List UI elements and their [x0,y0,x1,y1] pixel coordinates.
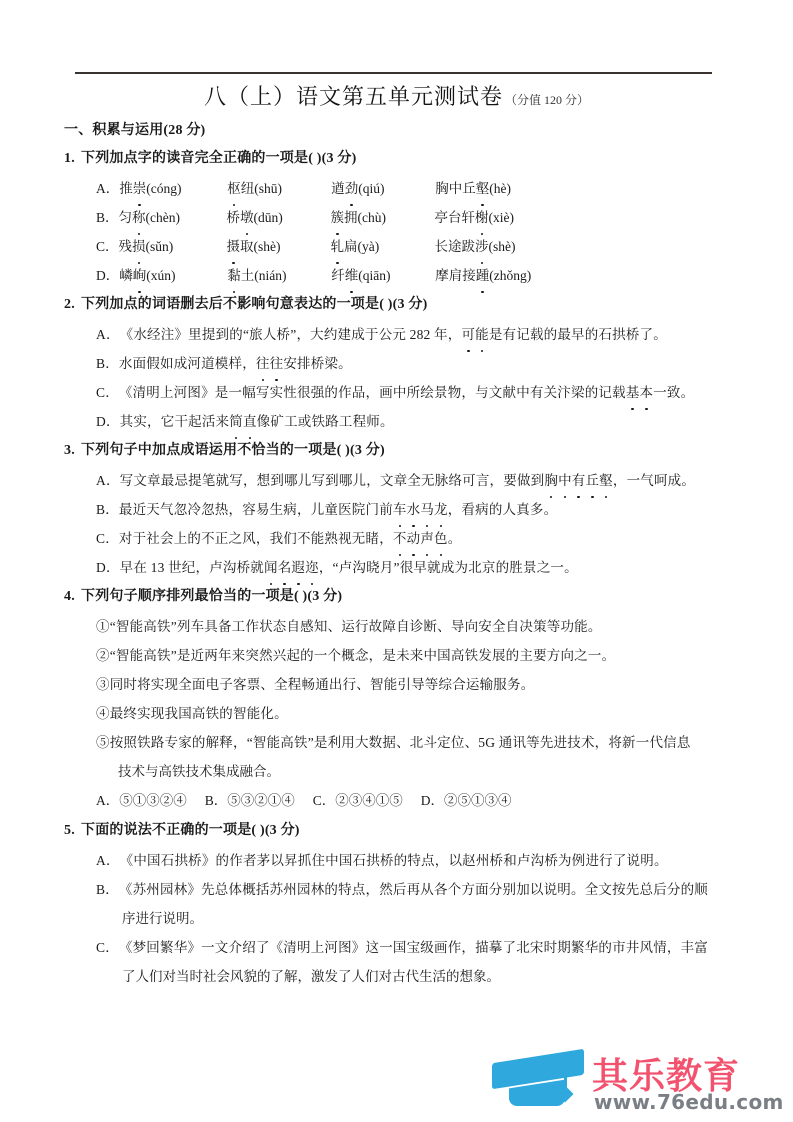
dotted-char: 马 [420,495,434,524]
dotted-phrase [544,473,613,488]
option-text: 安排桥梁。 [283,356,352,371]
dotted-char: 崇 [133,174,147,203]
pinyin-item [331,232,435,261]
dotted-char: 称 [132,203,146,232]
dotted-char: 声 [420,524,434,553]
dotted-char: 胸 [544,466,558,495]
dotted-phrase [264,560,319,575]
ordering-text: 按照铁路专家的解释，“智能高铁”是利用大数据、北斗定位、5G 通讯等先进技术，将新一代信息 [109,735,691,750]
pinyin-item [119,203,227,232]
question-3-option-b[interactable] [96,495,753,524]
brand-name: 其乐教育 [592,1056,741,1097]
question-2-option-b[interactable] [96,349,753,378]
dotted-char: 水 [407,495,421,524]
option-letter: A． [96,473,120,488]
pinyin-post: (qiān) [358,268,391,283]
pinyin-post: 纽(shū) [240,181,282,196]
dotted-char: 簇 [331,203,345,232]
option-letter: D． [96,560,120,575]
pinyin-post: 拥(chù) [344,210,386,225]
question-3-stem-text: 下列句子中加点成语运用不恰当的一项是( )(3 分) [81,443,385,458]
pinyin-item [435,261,531,290]
option-letter: B． [96,210,119,225]
dotted-char: 遐 [291,553,305,582]
dotted-char: 名 [278,553,292,582]
option-letter: B． [96,356,119,371]
pinyin-pre: 摩肩接 [435,268,476,283]
ordering-marker: ③ [96,677,110,692]
question-5 [0,816,793,991]
dotted-char: 劲 [345,174,359,203]
question-2-number: 2. [64,297,75,312]
question-4-choice-a[interactable] [96,786,187,816]
option-text: 是有记载的最早的石拱桥了。 [488,327,667,342]
dotted-char: 本 [640,378,654,407]
dotted-char: 迩 [305,553,319,582]
option-text: ，看病的人真多。 [447,502,558,517]
dotted-char: 往 [256,349,270,378]
dotted-char: 损 [132,232,146,261]
option-text: 《清明上河图》是一幅写实性很强的作品，画中所绘景物，与文献中有关汴梁的记载 [118,385,626,400]
dotted-phrase [229,414,256,429]
dotted-char: 摄 [227,232,241,261]
dotted-char: 能 [475,320,489,349]
pinyin-item [119,174,227,203]
dotted-char: 墩 [240,203,254,232]
pinyin-post: (xún) [146,268,176,283]
dotted-char: 中 [558,466,572,495]
pinyin-item [331,203,435,232]
question-1-stem-text: 下列加点字的读音完全正确的一项是( )(3 分) [81,151,357,166]
pinyin-post: 扁(yà) [344,239,380,254]
question-3-number: 3. [64,443,75,458]
question-5-option-c[interactable] [96,933,753,962]
question-5-stem-text: 下面的说法不正确的一项是( )(3 分) [81,823,300,838]
pinyin-item [227,261,331,290]
option-letter: A． [96,793,120,808]
pinyin-pre: 胸中丘 [435,181,476,196]
pinyin-post: (shè) [488,239,516,254]
option-letter: A． [96,327,120,342]
question-2 [0,290,793,436]
option-text: 水面假如成河道模样， [118,356,256,371]
question-4-choice-b[interactable] [205,786,295,816]
graduation-cap-icon [492,1050,588,1114]
question-3-option-d[interactable] [96,553,753,582]
pinyin-post: (sǔn) [145,239,174,254]
question-3 [0,436,793,582]
option-letter: B． [204,793,228,808]
dotted-char: 涉 [475,232,489,261]
dotted-char: 往 [270,349,284,378]
ordering-text: “智能高铁”是近两年来突然兴起的一个概念，是未来中国高铁发展的主要方向之一。 [109,648,616,663]
pinyin-post: (dūn) [253,210,283,225]
option-text: 最近天气忽冷忽热，容易生病，儿童医院门前 [118,502,393,517]
option-letter: C． [96,940,119,955]
pinyin-pre: 亭台轩 [434,210,476,225]
pinyin-pre: 桥 [226,210,241,225]
dotted-phrase [393,531,448,546]
question-3-option-a[interactable] [96,466,753,495]
pinyin-post: 土(nián) [240,268,287,283]
dotted-char: 踵 [476,261,490,290]
ordering-text: 最终实现我国高铁的智能化。 [109,706,288,721]
question-5-option-c-cont: 了人们对当时社会风貌的了解，激发了人们对古代生活的想象。 [122,969,500,984]
option-letter: B． [96,502,119,517]
option-letter: D． [96,268,120,283]
dotted-char: 峋 [133,261,147,290]
question-4-stem-text: 下列句子顺序排列最恰当的一项是( )(3 分) [81,589,343,604]
page-title-text: 八（上）语文第五单元测试卷 [203,84,503,109]
dotted-char: 车 [393,495,407,524]
option-text: 像矿工或铁路工程师。 [256,414,394,429]
pinyin-item [435,232,516,261]
pinyin-item [331,174,435,203]
exam-content [0,118,793,991]
question-4-stem [64,582,793,612]
dotted-char: 维 [345,261,359,290]
question-5-option-b[interactable] [96,875,753,904]
option-text: ，一气呵成。 [612,473,696,488]
option-text: ，“卢沟晓月”很早就成为北京的胜景之一。 [318,560,578,575]
dotted-char: 枢 [227,174,241,203]
dotted-phrase [393,502,448,517]
dotted-phrase [256,356,283,371]
dotted-phrase [461,327,488,342]
ordering-text: 同时将实现全面电子客票、全程畅通出行、智能引导等综合运输服务。 [109,677,535,692]
question-1-option-d[interactable] [96,261,793,290]
dotted-char: 不 [393,524,407,553]
question-4 [0,582,793,816]
brand-url: www.76edu.com [594,1090,784,1114]
question-5-option-b-cont: 序进行说明。 [122,911,203,926]
question-4-number: 4. [64,589,75,604]
option-letter: C． [312,793,336,808]
pinyin-item [227,203,331,232]
dotted-char: 直 [243,407,257,436]
question-2-stem [64,290,793,320]
question-2-option-a[interactable] [96,320,753,349]
ordering-sentence-5-cont: 技术与高铁技术集成融合。 [118,764,280,779]
ordering-marker: ② [96,648,110,663]
option-text: 。 [447,531,462,546]
option-text: 《梦回繁华》一文介绍了《清明上河图》这一国宝级画作，描摹了北宋时期繁华的市井风情，丰富 [118,940,709,955]
option-value: ②⑤①③④ [444,793,512,808]
pinyin-post: (chèn) [145,210,180,225]
dotted-char: 基 [626,378,640,407]
option-text: 其实，它干起活来 [119,414,230,429]
dotted-char: 壑 [599,466,613,495]
question-3-option-c[interactable] [96,524,753,553]
option-letter: C． [96,239,119,254]
dotted-char: 色 [434,524,448,553]
dotted-char: 可 [461,320,475,349]
pinyin-post: (qiú) [358,181,385,196]
question-2-option-c[interactable] [96,378,753,407]
pinyin-item [227,232,331,261]
pinyin-item [435,174,511,203]
question-1-option-b[interactable] [96,203,793,232]
option-letter: C． [96,385,119,400]
option-text: 写文章最忌提笔就写，想到哪儿写到哪儿，文章全无脉络可言，要做到 [119,473,545,488]
pinyin-post: (xiè) [488,210,514,225]
pinyin-item [119,232,227,261]
pinyin-post: (hè) [489,181,511,196]
option-letter: D． [96,414,120,429]
question-5-option-a[interactable] [96,846,753,875]
option-text: 《苏州园林》先总体概括苏州园林的特点，然后再从各个方面分别加以说明。全文按先总后分的顺 [118,882,709,897]
ordering-sentence-5 [96,728,753,757]
option-text: 《中国石拱桥》的作者茅以昇抓住中国石拱桥的特点，以赵州桥和卢沟桥为例进行了说明。 [119,853,668,868]
option-value: ⑤③②①④ [227,793,295,808]
pinyin-pre: 推 [119,181,133,196]
question-1-number: 1. [64,151,75,166]
pinyin-post: 取(shè) [240,239,281,254]
pinyin-pre: 匀 [118,210,133,225]
option-letter: D． [420,793,445,808]
section-heading-1: 一、积累与运用(28 分) [64,123,206,138]
pinyin-pre: 嶙 [119,268,133,283]
ordering-sentence-2 [96,641,753,670]
pinyin-item [331,261,435,290]
question-2-option-d[interactable] [96,407,753,436]
option-letter: A． [96,853,120,868]
header-divider [75,72,712,74]
pinyin-pre: 纤 [331,268,345,283]
pinyin-pre: 遒 [331,181,345,196]
dotted-char: 黏 [227,261,241,290]
dotted-char: 动 [407,524,421,553]
option-value: ②③④①⑤ [335,793,403,808]
ordering-marker: ④ [96,706,110,721]
pinyin-pre: 长途跋 [434,239,476,254]
dotted-char: 榭 [475,203,489,232]
dotted-char: 轧 [331,232,345,261]
pinyin-item [119,261,227,290]
ordering-text: “智能高铁”列车具备工作状态自感知、运行故障自诊断、导向安全自决策等功能。 [109,619,602,634]
ordering-marker: ⑤ [96,735,110,750]
option-letter: C． [96,531,119,546]
dotted-char: 壑 [476,174,490,203]
page-title [0,80,793,111]
dotted-char: 简 [229,407,243,436]
question-5-stem [64,816,793,846]
question-1-option-c[interactable] [96,232,793,261]
option-text: 《水经注》里提到的“旅人桥”，大约建成于公元 282 年， [119,327,462,342]
pinyin-post: (cóng) [146,181,182,196]
dotted-char: 龙 [434,495,448,524]
ordering-marker: ① [96,619,110,634]
question-1-stem [64,144,793,174]
pinyin-post: (zhǒng) [489,268,532,283]
question-5-number: 5. [64,823,75,838]
question-4-choice-c[interactable] [313,786,403,816]
ordering-sentence-1 [96,612,753,641]
ordering-sentence-3 [96,670,753,699]
question-2-stem-text: 下列加点的词语删去后不影响句意表达的一项是( )(3 分) [81,297,428,312]
question-3-stem [64,436,793,466]
pinyin-item [435,203,514,232]
dotted-char: 有 [572,466,586,495]
question-1-option-a[interactable] [96,174,793,203]
option-text: 对于社会上的不正之风，我们不能熟视无睹， [118,531,393,546]
option-text: 早在 13 世纪，卢沟桥就 [119,560,265,575]
question-4-choices [96,786,793,816]
question-1 [0,144,793,290]
pinyin-item [227,174,331,203]
page-title-score-note: （分值 120 分） [505,93,590,107]
dotted-char: 丘 [585,466,599,495]
watermark-logo [492,1046,782,1120]
option-text: 一致。 [653,385,695,400]
dotted-char: 闻 [264,553,278,582]
option-letter: B． [96,882,119,897]
question-4-choice-d[interactable] [421,786,512,816]
option-letter: A． [96,181,120,196]
option-value: ⑤①③②④ [119,793,187,808]
dotted-phrase [626,385,653,400]
pinyin-pre: 残 [118,239,133,254]
ordering-sentence-4 [96,699,753,728]
